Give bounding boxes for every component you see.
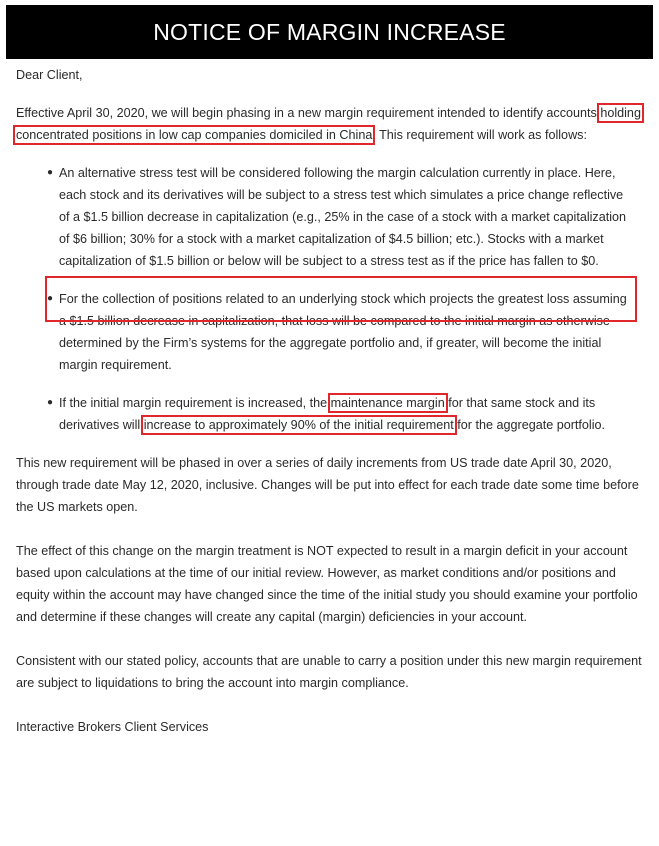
list-item — [16, 392, 633, 436]
bullet-dot: ● — [47, 293, 54, 304]
bullet-2-text: For the collection of positions related to an underlying stock which projects the greatest loss assuming a $1.5 billion decrease in capitalization, that loss will be compared to the initial margin as otherwise determined by the Firm’s systems for the aggregate portfolio and, if greater, will become the initial margin requirement. — [59, 292, 627, 372]
letter-body — [16, 64, 646, 738]
intro-paragraph — [16, 102, 646, 146]
bullet-dot: ● — [47, 397, 54, 408]
signature: Interactive Brokers Client Services — [16, 720, 209, 734]
bullet-dot: ● — [47, 167, 54, 178]
bullet-1-highlight: etc.). Stocks with a market capitalization of $1.5 billion or below will be subject to a stress test as if the price has fallen to $0. — [59, 232, 604, 268]
bullet-3-text-1: If the initial margin requirement is increased, the — [59, 396, 331, 410]
policy-paragraph: Consistent with our stated policy, accounts that are unable to carry a position under this new margin requirement are subject to liquidations to bring the account into margin compliance. — [16, 654, 642, 690]
phase-in-paragraph: This new requirement will be phased in over a series of daily increments from US trade date April 30, 2020, through trade date May 12, 2020, inclusive. Changes will be put into effect for each trade date some time before the US markets open. — [16, 456, 639, 514]
notice-title-bar — [6, 5, 653, 59]
bullet-3-text-3: for the aggregate portfolio. — [453, 418, 606, 432]
list-item — [16, 162, 633, 272]
maintenance-margin-highlight: maintenance margin — [330, 396, 445, 410]
list-item — [16, 288, 633, 376]
intro-text-after: . This requirement will work as follows: — [372, 128, 587, 142]
intro-highlight: holding concentrated positions in low cap companies domiciled in China — [16, 106, 641, 142]
bullet-1-text: An alternative stress test will be considered following the margin calculation currently in place. Here, each stock and its derivatives will be subject to a stress test which simulates a price change reflective of a $1.5 billion decrease in capitalization (e.g., 25% in the case of a stock with a market capitalization of $6 billion; 30% for a stock with a market capitalization of $4.5 billion; — [59, 166, 627, 246]
salutation: Dear Client, — [16, 68, 83, 82]
requirement-list — [16, 162, 646, 436]
increase-highlight: increase to approximately 90% of the initial requirement — [143, 418, 454, 432]
effect-paragraph: The effect of this change on the margin treatment is NOT expected to result in a margin deficit in your account based upon calculations at the time of our initial review. However, as market conditions and/or positions and equity within the account may have changed since the time of the initial study you should examine your portfolio and determine if these changes will create any capital (margin) deficiencies in your account. — [16, 544, 638, 624]
bullet-3-text-2: for that same stock and its derivatives will — [59, 396, 596, 432]
intro-text-before: Effective April 30, 2020, we will begin phasing in a new margin requirement intended to identify accounts — [16, 106, 601, 120]
notice-title: NOTICE OF MARGIN INCREASE — [153, 19, 506, 45]
